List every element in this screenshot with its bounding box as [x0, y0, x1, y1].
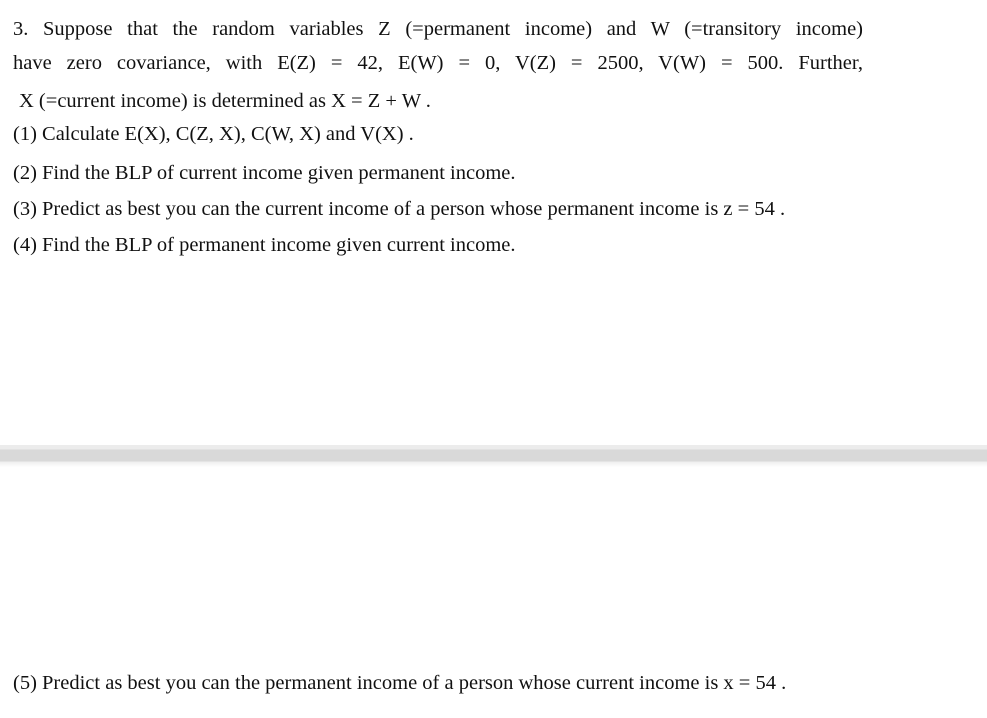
question-4: (4) Find the BLP of permanent income given current income. [13, 234, 516, 256]
question-3: (3) Predict as best you can the current income of a person whose permanent income is z = 54 . [13, 198, 786, 220]
page-separator [0, 445, 987, 467]
question-2: (2) Find the BLP of current income given permanent income. [13, 162, 516, 184]
question-1: (1) Calculate E(X), C(Z, X), C(W, X) and V(X) . [13, 123, 414, 145]
problem-line-3: X (=current income) is determined as X = Z + W . [19, 90, 431, 112]
problem-line-1: 3. Suppose that the random variables Z (=permanent income) and W (=transitory income) [13, 18, 863, 40]
question-5: (5) Predict as best you can the permanent income of a person whose current income is x = 54 . [13, 672, 787, 694]
problem-line-2: have zero covariance, with E(Z) = 42, E(W) = 0, V(Z) = 2500, V(W) = 500. Further, [13, 52, 863, 74]
